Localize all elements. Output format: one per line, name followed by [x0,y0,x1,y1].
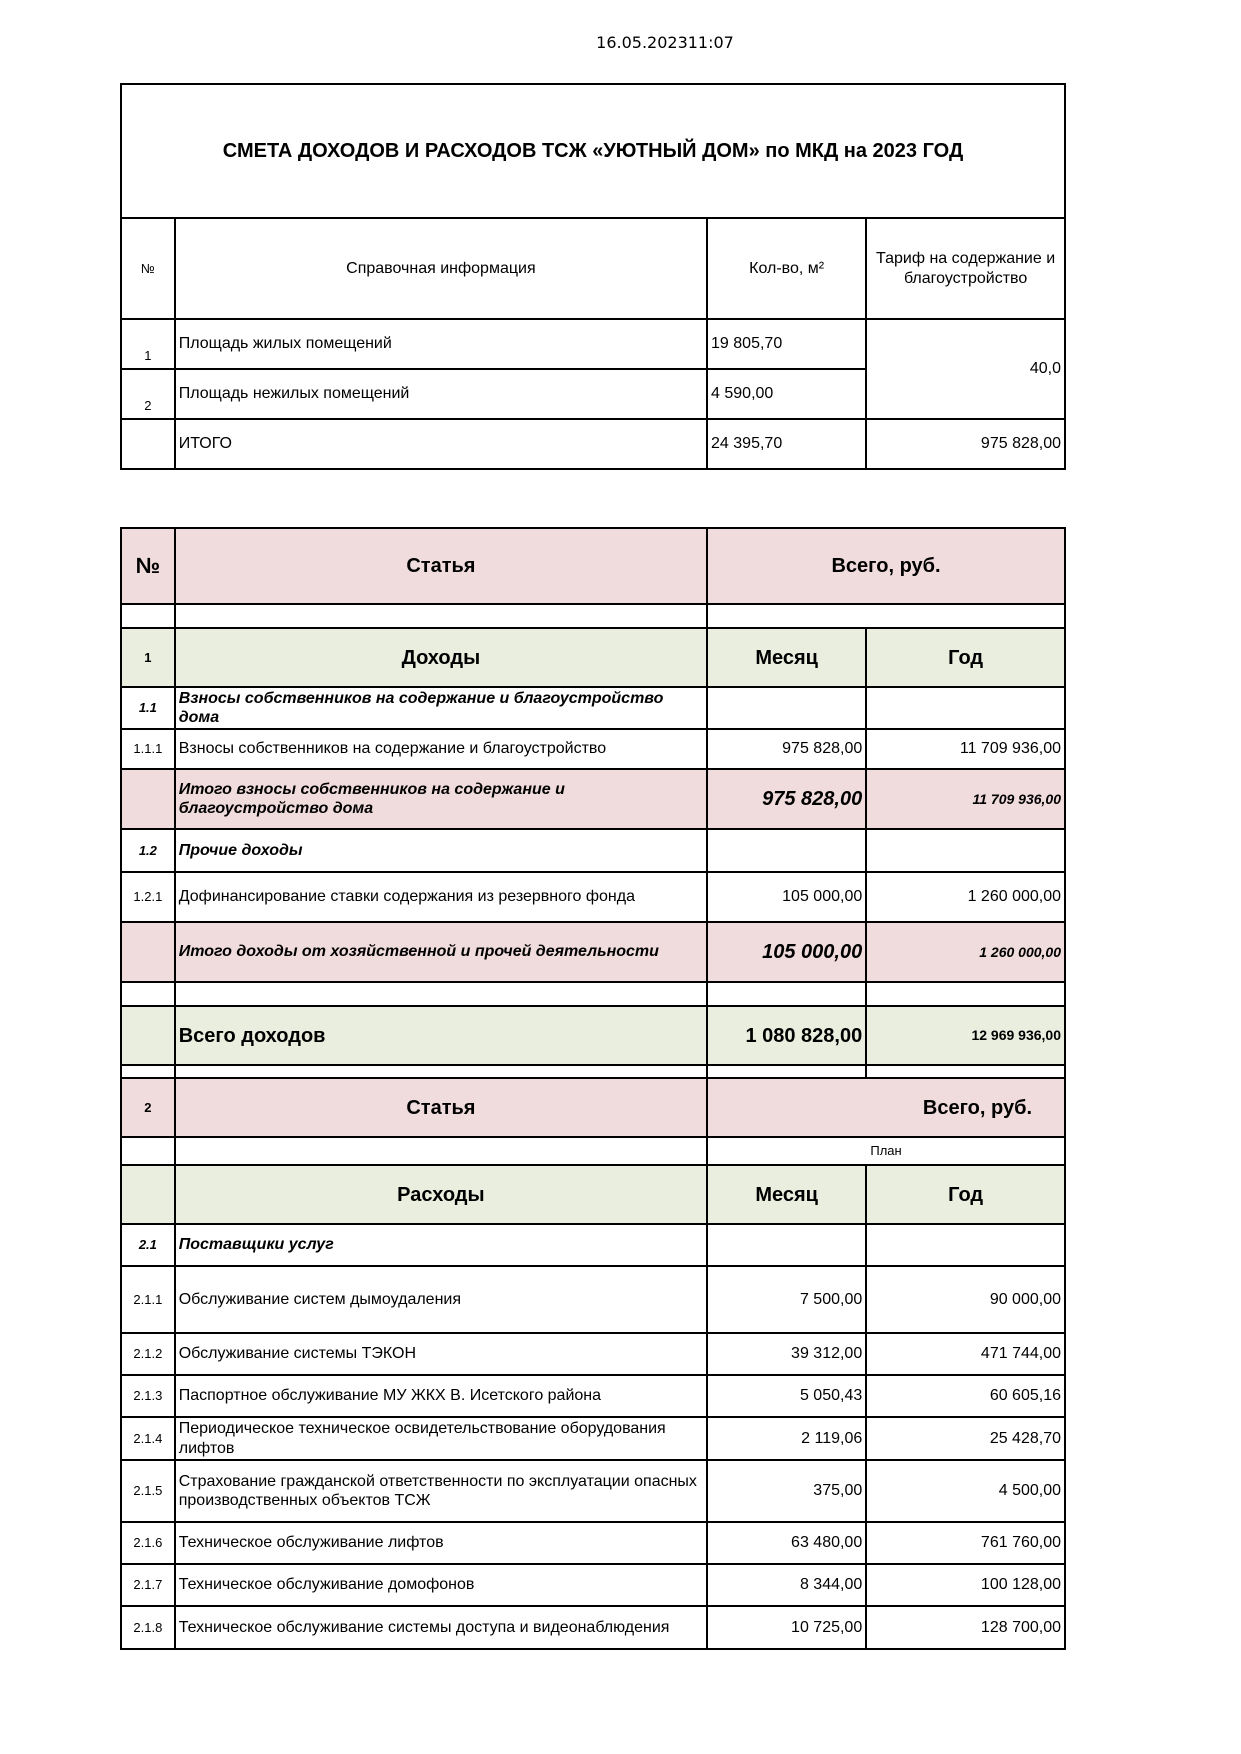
row-num: 2.1.8 [121,1606,175,1649]
group-label: Прочие доходы [175,829,707,872]
row-month: 5 050,43 [707,1375,866,1417]
row-num: 2.1.4 [121,1417,175,1460]
total-label: ИТОГО [175,419,707,469]
row-month: 2 119,06 [707,1417,866,1460]
row-year: 128 700,00 [866,1606,1065,1649]
subtotal-row [121,922,1065,982]
table-row [121,1522,1065,1564]
row-num: 2.1 [121,1224,175,1266]
row-month: 10 725,00 [707,1606,866,1649]
row-label: Страхование гражданской ответственности по эксплуатации опасных производственных объектов ТСЖ [175,1460,707,1522]
row-month: 39 312,00 [707,1333,866,1375]
budget-header-article: Статья [175,528,707,604]
header-tariff: Тариф на содержание и благоустройство [866,218,1065,319]
subtotal-year: 11 709 936,00 [866,769,1065,829]
row-num: 2 [121,369,175,419]
expense-header-article: Статья [175,1078,707,1137]
row-year: 60 605,16 [866,1375,1065,1417]
table-row [121,1417,1065,1460]
row-qty: 19 805,70 [707,319,866,369]
group-row [121,1224,1065,1266]
row-year: 471 744,00 [866,1333,1065,1375]
row-num: 2.1.1 [121,1266,175,1333]
total-qty: 24 395,70 [707,419,866,469]
row-year: 4 500,00 [866,1460,1065,1522]
income-month-header: Месяц [707,628,866,687]
expense-year-header: Год [866,1165,1065,1224]
row-num: 1.2 [121,829,175,872]
budget-header-num: № [121,528,175,604]
table-row [121,1606,1065,1649]
table-row [121,1266,1065,1333]
row-num: 2.1.2 [121,1333,175,1375]
income-total-month: 1 080 828,00 [707,1006,866,1065]
row-label: Взносы собственников на содержание и благоустройство [175,729,707,769]
expense-title: Расходы [175,1165,707,1224]
row-label: Дофинансирование ставки содержания из резервного фонда [175,872,707,922]
group-label: Поставщики услуг [175,1224,707,1266]
total-amount: 975 828,00 [866,419,1065,469]
subtotal-label: Итого доходы от хозяйственной и прочей деятельности [175,922,707,982]
row-month: 105 000,00 [707,872,866,922]
table-row [121,1564,1065,1606]
print-timestamp: 16.05.202311:07 [596,33,734,52]
group-label: Взносы собственников на содержание и благоустройство дома [175,687,707,729]
row-label: Техническое обслуживание домофонов [175,1564,707,1606]
header-info: Справочная информация [175,218,707,319]
total-row [121,419,1065,469]
row-num: 2.1.6 [121,1522,175,1564]
row-num: 1 [121,319,175,369]
row-year: 25 428,70 [866,1417,1065,1460]
expense-month-header: Месяц [707,1165,866,1224]
row-num: 2.1.5 [121,1460,175,1522]
row-year: 11 709 936,00 [866,729,1065,769]
subtotal-row [121,769,1065,829]
reference-info-table [120,83,1066,470]
row-label: Обслуживание систем дымоудаления [175,1266,707,1333]
subtotal-label: Итого взносы собственников на содержание и благоустройство дома [175,769,707,829]
budget-header-row [121,528,1065,604]
row-label: Площадь нежилых помещений [175,369,707,419]
row-year: 90 000,00 [866,1266,1065,1333]
table-row [121,1460,1065,1522]
income-title: Доходы [175,628,707,687]
row-year: 1 260 000,00 [866,872,1065,922]
table-row [121,1333,1065,1375]
budget-table [120,527,1066,1650]
income-total-year: 12 969 936,00 [866,1006,1065,1065]
row-label: Паспортное обслуживание МУ ЖКХ В. Исетского района [175,1375,707,1417]
row-year: 100 128,00 [866,1564,1065,1606]
row-label: Техническое обслуживание лифтов [175,1522,707,1564]
group-row [121,829,1065,872]
row-month: 63 480,00 [707,1522,866,1564]
expense-header-total: Всего, руб. [707,1078,1065,1137]
row-num: 1.1 [121,687,175,729]
row-label: Обслуживание системы ТЭКОН [175,1333,707,1375]
table-row [121,872,1065,922]
income-header-row [121,628,1065,687]
table-row [121,1375,1065,1417]
plan-label: План [707,1137,1065,1165]
income-total-label: Всего доходов [175,1006,707,1065]
expense-header-row [121,1078,1065,1137]
row-month: 8 344,00 [707,1564,866,1606]
income-year-header: Год [866,628,1065,687]
row-year: 761 760,00 [866,1522,1065,1564]
row-num: 2.1.7 [121,1564,175,1606]
table-row [121,319,1065,369]
income-section-num: 1 [121,628,175,687]
document-title: СМЕТА ДОХОДОВ И РАСХОДОВ ТСЖ «УЮТНЫЙ ДОМ» по МКД на 2023 ГОД [121,84,1065,218]
expense-title-row [121,1165,1065,1224]
row-label: Площадь жилых помещений [175,319,707,369]
row-month: 7 500,00 [707,1266,866,1333]
subtotal-year: 1 260 000,00 [866,922,1065,982]
row-num: 2.1.3 [121,1375,175,1417]
budget-header-total: Всего, руб. [707,528,1065,604]
subtotal-month: 105 000,00 [707,922,866,982]
tariff-value: 40,0 [866,319,1065,419]
row-label: Периодическое техническое освидетельствование оборудования лифтов [175,1417,707,1460]
expense-section-num: 2 [121,1078,175,1137]
row-num: 1.2.1 [121,872,175,922]
income-total-row [121,1006,1065,1065]
row-label: Техническое обслуживание системы доступа и видеонаблюдения [175,1606,707,1649]
subtotal-month: 975 828,00 [707,769,866,829]
header-qty: Кол-во, м² [707,218,866,319]
row-month: 975 828,00 [707,729,866,769]
row-qty: 4 590,00 [707,369,866,419]
row-num: 1.1.1 [121,729,175,769]
row-month: 375,00 [707,1460,866,1522]
group-row [121,687,1065,729]
table-row [121,729,1065,769]
header-num: № [121,218,175,319]
